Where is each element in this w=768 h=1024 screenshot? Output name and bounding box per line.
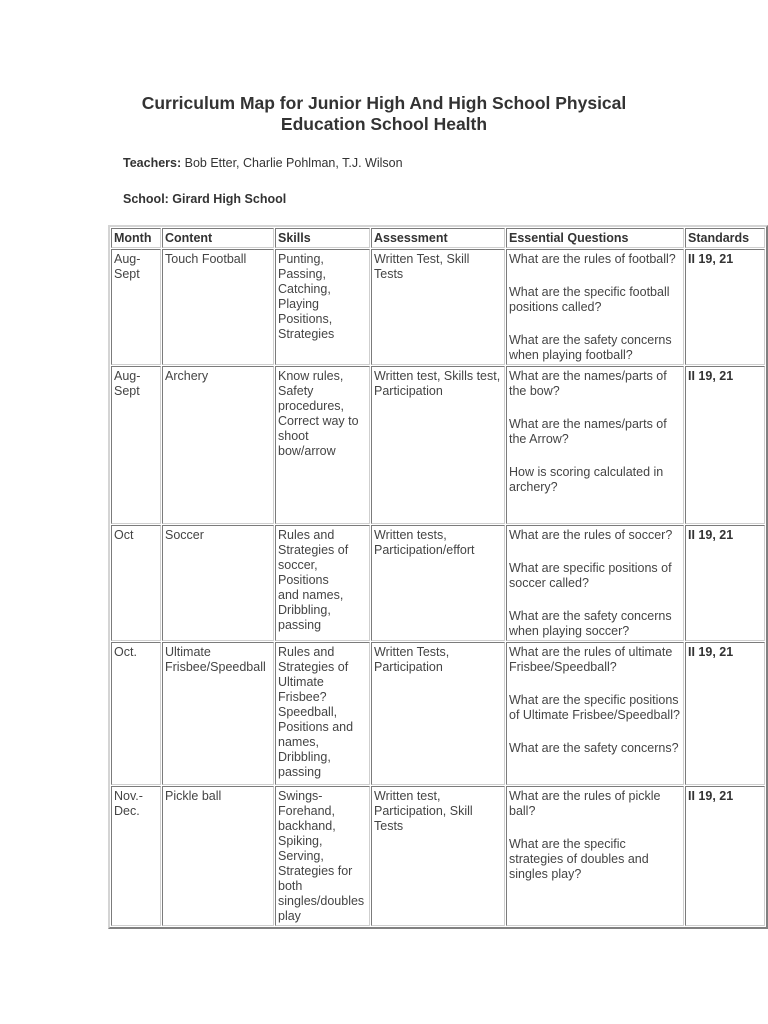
cell-skills: Rules and Strategies of soccer, Positions and names, Dribbling, passing (275, 525, 370, 641)
cell-essential-questions (506, 249, 684, 365)
table-row (111, 642, 765, 785)
cell-essential-questions (506, 786, 684, 926)
cell-assessment: Written tests, Participation/effort (371, 525, 505, 641)
cell-standards: II 19, 21 (685, 525, 765, 641)
cell-skills: Rules and Strategies of Ultimate Frisbee? Speedball, Positions and names, Dribbling, passing (275, 642, 370, 785)
table-row (111, 786, 765, 926)
essential-question: What are specific positions of soccer called? (509, 561, 672, 590)
cell-standards: II 19, 21 (685, 786, 765, 926)
header-assessment: Assessment (371, 228, 505, 248)
cell-skills: Punting, Passing, Catching, Playing Positions, Strategies (275, 249, 370, 365)
table-row (111, 366, 765, 524)
header-essential-questions: Essential Questions (506, 228, 684, 248)
cell-skills: Know rules, Safety procedures, Correct way to shoot bow/arrow (275, 366, 370, 524)
essential-question: What are the specific positions of Ultimate Frisbee/Speedball? (509, 693, 680, 722)
cell-month: Aug- Sept (111, 249, 161, 365)
cell-content: Touch Football (162, 249, 274, 365)
essential-question: What are the safety concerns? (509, 741, 679, 755)
cell-essential-questions (506, 366, 684, 524)
cell-month: Nov.- Dec. (111, 786, 161, 926)
essential-question: What are the names/parts of the Arrow? (509, 417, 667, 446)
cell-content: Soccer (162, 525, 274, 641)
teachers-label: Teachers: (123, 156, 182, 170)
header-content: Content (162, 228, 274, 248)
cell-month: Aug- Sept (111, 366, 161, 524)
cell-assessment: Written test, Skills test, Participation (371, 366, 505, 524)
cell-month: Oct. (111, 642, 161, 785)
table-row (111, 525, 765, 641)
essential-question: What are the safety concerns when playing football? (509, 333, 672, 362)
essential-question: What are the safety concerns when playing soccer? (509, 609, 672, 638)
cell-essential-questions (506, 642, 684, 785)
teachers-value: Bob Etter, Charlie Pohlman, T.J. Wilson (181, 156, 403, 170)
curriculum-table (108, 225, 768, 929)
table-row (111, 249, 765, 365)
essential-question: What are the names/parts of the bow? (509, 369, 667, 398)
essential-question: What are the rules of pickle ball? (509, 789, 661, 818)
cell-content: Pickle ball (162, 786, 274, 926)
cell-standards: II 19, 21 (685, 249, 765, 365)
essential-question: What are the specific football positions called? (509, 285, 670, 314)
school-line: School: Girard High School (123, 192, 287, 206)
table-header-row (111, 228, 765, 248)
essential-question: How is scoring calculated in archery? (509, 465, 664, 494)
cell-assessment: Written test, Participation, Skill Tests (371, 786, 505, 926)
cell-standards: II 19, 21 (685, 642, 765, 785)
header-standards: Standards (685, 228, 765, 248)
header-month: Month (111, 228, 161, 248)
title-line-1: Curriculum Map for Junior High And High School Physical (141, 93, 627, 113)
header-skills: Skills (275, 228, 370, 248)
cell-standards: II 19, 21 (685, 366, 765, 524)
cell-assessment: Written Tests, Participation (371, 642, 505, 785)
cell-assessment: Written Test, Skill Tests (371, 249, 505, 365)
cell-essential-questions (506, 525, 684, 641)
cell-content: Ultimate Frisbee/Speedball (162, 642, 274, 785)
document-title (0, 93, 768, 135)
cell-month: Oct (111, 525, 161, 641)
title-line-2: Education School Health (280, 114, 488, 134)
cell-skills: Swings- Forehand, backhand, Spiking, Serving, Strategies for both singles/doubles play (275, 786, 370, 926)
essential-question: What are the rules of football? (509, 252, 676, 266)
essential-question: What are the specific strategies of doubles and singles play? (509, 837, 649, 881)
essential-question: What are the rules of ultimate Frisbee/Speedball? (509, 645, 673, 674)
teachers-line (123, 156, 403, 170)
cell-content: Archery (162, 366, 274, 524)
essential-question: What are the rules of soccer? (509, 528, 673, 542)
